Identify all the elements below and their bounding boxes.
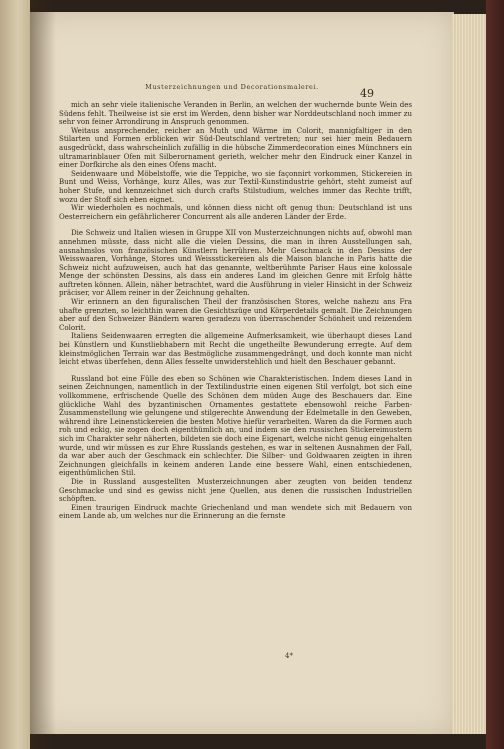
paragraph: Die in Russland ausgestellten Musterzeichnungen aber zeugten von beiden tendenz Geschmacke und sind es gewiss nicht jene Quellen, aus denen die russischen Industriellen schöpften. (59, 476, 412, 504)
paragraph: Russland bot eine Fülle des eben so Schönen wie Charakteristischen. Indem dieses Land in seinen Zeichnungen, namentlich in der Textilindustrie einen eigenen Stil verfolgt, bot sich eine vollkommene, erfrischende Quelle des Schönen dem müden Auge des Beschauers dar. Eine glückliche Wahl des byzantinischen Ornamentes gestattete ebensowohl reiche Farben-Zusammenstellung wie gelungene und stilgerechte Anwendung der Edelmetalle in den Geweben, während ihre Leinenstickereien die besten Motive hiefür verarbeiten. Waren da die Formen auch roh und eckig, sie zogen doch eigenthümlich an, und indem sie den russischen Stickereimustern sich im Charakter sehr näherten, bildeten sie doch eine Eigenart, welche nicht genug eingehalten wurde, und wir müssen es zur Ehre Russlands gestehen, es war in seltenen Ausnahmen der Fall, da war aber auch der Geschmack ein schlechter. Die Silber- und Goldwaaren zeigten in ihren Zeichnungen gleichfalls in keinem anderen Lande eine bessere Wahl, einen entschiedenen, eigenthümlichen Stil. (59, 373, 412, 478)
running-head: Musterzeichnungen und Decorationsmalerei. (145, 83, 319, 91)
spine-shadow (30, 0, 56, 749)
paragraph: Italiens Seidenwaaren erregten die allgemeine Aufmerksamkeit, wie überhaupt dieses Land bei Künstlern und Kunstliebhabern mit Recht die ungetheilte Bewunderung erregte. Auf dem kleinstmöglichen Terrain war das Bestmögliche zusammengedrängt, und doch konnte man nicht leicht etwas überfehen, denn Alles fesselte unwiderstehlich und hielt den Beschauer gebannt. (59, 331, 412, 367)
paragraph: mich an sehr viele italienische Veranden in Berlin, an welchen der wuchernde bunte Wein des Südens fehlt. Theilweise ist sie erst im Werden, denn bisher war Norddeutschland noch immer zu sehr von feiner Arrondirung in Anspruch genommen. (59, 100, 412, 127)
page-number: 49 (360, 87, 374, 100)
paragraph: Weitaus ansprechender, reicher an Muth und Wärme im Colorit, mannigfaltiger in den Stilarten und Formen erblicken wir Süd-Deutschland vertreten; nur sei hier mein Bedauern ausgedrückt, dass wahrscheinlich zufällig in die hübsche Zimmerdecoration eines Münchners ein ultramarinblauer Ofen mit Silberornament gerieth, welcher mehr den Eindruck einer Kanzel in einer Dorfkirche als den eines Ofens macht. (59, 125, 412, 170)
left-page-edge (0, 0, 30, 749)
body-text (59, 101, 412, 521)
paragraph: Wir wiederholen es nochmals, und können diess nicht oft genug thun: Deutschland ist uns Oesterreichern ein gefährlicherer Concurrent als alle anderen Länder der Erde. (59, 203, 412, 221)
paragraph: Einen traurigen Eindruck machte Griechenland und man wendete sich mit Bedauern von einem Lande ab, um welches nur die Erinnerung an die fernste (59, 502, 412, 521)
paragraph: Die Schweiz und Italien wiesen in Gruppe XII von Musterzeichnungen nichts auf, obwohl man annehmen müsste, dass nicht alle die vielen Dessins, die man in ihren Ausstellungen sah, ausnahmslos von französischen Künstlern herrühren. Mehr Geschmack in den Dessins der Weisswaaren, Vorhänge, Stores und Weissstickereien als die Maison blanche in Paris hatte die Schweiz nicht aufzuweisen, auch hat das genannte, weltberühmte Pariser Haus eine kolossale Menge der schönsten Dessins, als dass ein anderes Land im gleichen Genre mit Erfolg hätte auftreten können. Allein, näher betrachtet, ward die Ausführung in vieler Hinsicht in der Schweiz präciser, vor Allem reiner in der Zeichnung gehalten. (59, 228, 412, 298)
paragraph: Seidenwaare und Möbelstoffe, wie die Teppiche, wo sie façonnirt vorkommen, Stickereien in Bunt und Weiss, Vorhänge, kurz Alles, was zur Textil-Kunstindustrie gehört, steht zumeist auf hoher Stufe, und kennzeichnet sich durch crafts Stilstudium, welches immer das Rechte trifft, wozu der Stoff sich eben eignet. (59, 168, 412, 204)
signature-mark: 4* (285, 652, 293, 660)
book-cover-edge (486, 0, 504, 749)
page-stack-edge (452, 14, 486, 734)
paragraph: Wir erinnern an den figuralischen Theil der französischen Stores, welche nahezu ans Fra uhafte grenzten, so leichthin waren die Gesichtszüge und Körperdetails gemalt. Die Zeichnungen aber auf den Schweizer Bändern waren geradezu von überraschender Schönheit und reizendem Colorit. (59, 297, 412, 332)
